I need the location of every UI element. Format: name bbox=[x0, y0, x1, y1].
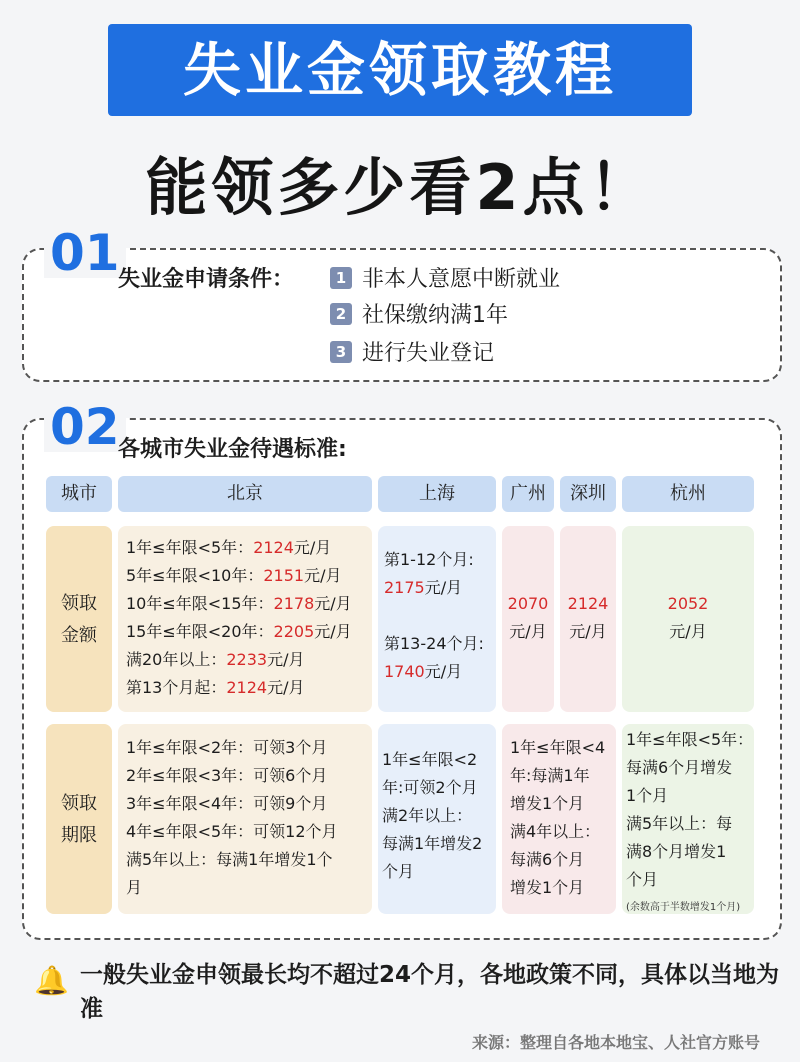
shenzhen-amount-cell bbox=[560, 526, 616, 712]
gz-sz-period-line: 1年≤年限<4 bbox=[510, 738, 606, 757]
condition-text: 社保缴纳满1年 bbox=[362, 303, 508, 328]
row-label-line: 领取 bbox=[61, 793, 97, 814]
gz-sz-period-line: 满4年以上： bbox=[510, 822, 601, 841]
beijing-period-line: 1年≤年限<2年：可领3个月 bbox=[126, 738, 328, 757]
condition-text: 进行失业登记 bbox=[362, 341, 495, 366]
page-title-banner: 失业金领取教程 bbox=[108, 24, 692, 116]
section-number-2: 02 bbox=[44, 402, 126, 452]
header-beijing: 北京 bbox=[118, 476, 372, 512]
hangzhou-amount-cell bbox=[622, 526, 754, 712]
beijing-amount-row: 1年≤年限<5年：2124元/月 bbox=[126, 538, 332, 557]
page-subtitle: 能领多少看2点！ bbox=[145, 151, 655, 224]
condition-item bbox=[330, 298, 508, 329]
hangzhou-period-line: 1年≤年限<5年： bbox=[626, 730, 754, 749]
shanghai-period-label: 第13-24个月: bbox=[384, 634, 484, 653]
section-number-1: 01 bbox=[44, 228, 126, 278]
beijing-amount-row: 15年≤年限<20年：2205元/月 bbox=[126, 622, 352, 641]
beijing-period-cell bbox=[118, 724, 372, 914]
guangzhou-amount: 2070 bbox=[507, 594, 549, 613]
row-label-line: 期限 bbox=[61, 825, 97, 846]
hangzhou-period-line: 满5年以上：每 bbox=[626, 814, 733, 833]
number-2-icon: 2 bbox=[330, 303, 352, 325]
header-shenzhen: 深圳 bbox=[560, 476, 616, 512]
condition-item bbox=[330, 262, 560, 293]
header-city: 城市 bbox=[46, 476, 112, 512]
bell-icon: 🔔 bbox=[34, 964, 69, 997]
hangzhou-period-cell bbox=[622, 724, 754, 914]
header-shanghai: 上海 bbox=[378, 476, 496, 512]
source-credit: 来源：整理自各地本地宝、人社官方账号 bbox=[471, 1033, 760, 1052]
shanghai-period-line: 年:可领2个月 bbox=[382, 778, 478, 797]
header-guangzhou: 广州 bbox=[502, 476, 554, 512]
beijing-amount-row: 满20年以上：2233元/月 bbox=[126, 650, 305, 669]
conditions-label: 失业金申请条件： bbox=[118, 267, 295, 292]
shanghai-period-line: 满2年以上： bbox=[382, 806, 473, 825]
gz-sz-period-line: 增发1个月 bbox=[510, 878, 585, 897]
shanghai-amount: 1740元/月 bbox=[384, 662, 463, 681]
hangzhou-period-line: 满8个月增发1 bbox=[626, 842, 727, 861]
condition-text: 非本人意愿中断就业 bbox=[362, 267, 561, 292]
shanghai-period-line: 1年≤年限<2 bbox=[382, 750, 478, 769]
row-label-period bbox=[46, 724, 112, 914]
shenzhen-amount: 2124 bbox=[567, 594, 609, 613]
standards-label: 各城市失业金待遇标准: bbox=[118, 437, 347, 462]
shanghai-amount: 2175元/月 bbox=[384, 578, 463, 597]
beijing-period-line: 满5年以上：每满1年增发1个 bbox=[126, 850, 333, 869]
shanghai-period-line: 每满1年增发2 bbox=[382, 834, 483, 853]
amount-unit: 元/月 bbox=[509, 622, 547, 641]
hangzhou-note: (余数高于半数增发1个月) bbox=[626, 902, 741, 913]
amount-unit: 元/月 bbox=[569, 622, 607, 641]
shanghai-period-label: 第1-12个月: bbox=[384, 550, 474, 569]
row-label-line: 金额 bbox=[61, 625, 97, 646]
header-hangzhou: 杭州 bbox=[622, 476, 754, 512]
beijing-amount-row: 10年≤年限<15年：2178元/月 bbox=[126, 594, 352, 613]
beijing-period-line: 2年≤年限<3年：可领6个月 bbox=[126, 766, 328, 785]
beijing-period-line: 月 bbox=[126, 878, 143, 897]
number-3-icon: 3 bbox=[330, 341, 352, 363]
beijing-period-line: 4年≤年限<5年：可领12个月 bbox=[126, 822, 338, 841]
shanghai-period-line: 个月 bbox=[382, 862, 415, 881]
hangzhou-period-line: 1个月 bbox=[626, 786, 669, 805]
row-label-amount bbox=[46, 526, 112, 712]
guangzhou-amount-cell bbox=[502, 526, 554, 712]
footer-note: 一般失业金申领最长均不超过24个月，各地政策不同，具体以当地为准 bbox=[80, 962, 780, 1022]
condition-item bbox=[330, 336, 494, 367]
gz-sz-period-cell bbox=[502, 724, 616, 914]
hangzhou-period-line: 每满6个月增发 bbox=[626, 758, 733, 777]
number-1-icon: 1 bbox=[330, 267, 352, 289]
gz-sz-period-line: 年:每满1年 bbox=[510, 766, 590, 785]
beijing-amount-row: 5年≤年限<10年：2151元/月 bbox=[126, 566, 342, 585]
hangzhou-amount: 2052 bbox=[667, 594, 709, 613]
shanghai-amount-cell bbox=[378, 526, 496, 712]
beijing-period-line: 3年≤年限<4年：可领9个月 bbox=[126, 794, 328, 813]
amount-unit: 元/月 bbox=[669, 622, 707, 641]
gz-sz-period-line: 增发1个月 bbox=[510, 794, 585, 813]
gz-sz-period-line: 每满6个月 bbox=[510, 850, 585, 869]
shanghai-period-cell bbox=[378, 724, 496, 914]
beijing-amount-cell bbox=[118, 526, 372, 712]
hangzhou-period-line: 个月 bbox=[626, 870, 659, 889]
row-label-line: 领取 bbox=[61, 593, 97, 614]
beijing-amount-row: 第13个月起：2124元/月 bbox=[126, 678, 305, 697]
